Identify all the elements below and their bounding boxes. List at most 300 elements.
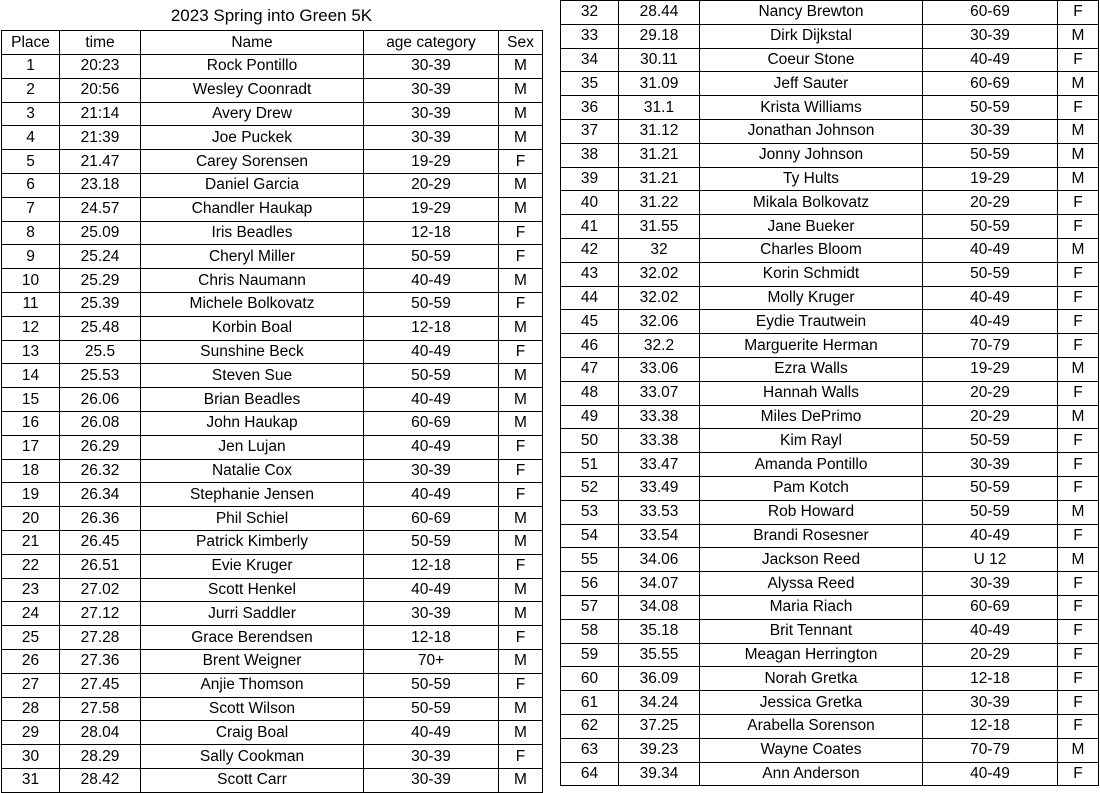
table-row <box>561 24 1099 48</box>
cell-time: 31.55 <box>619 215 700 239</box>
table-row <box>2 626 543 650</box>
cell-age: 19-29 <box>364 197 499 221</box>
cell-time: 34.08 <box>619 595 700 619</box>
cell-sex: F <box>499 221 543 245</box>
cell-age: 50-59 <box>364 697 499 721</box>
cell-place: 6 <box>2 173 60 197</box>
cell-time: 27.36 <box>60 649 141 673</box>
cell-age: 50-59 <box>364 673 499 697</box>
table-row <box>2 197 543 221</box>
cell-sex: F <box>1058 310 1099 334</box>
cell-place: 59 <box>561 643 619 667</box>
cell-name: Sally Cookman <box>141 745 364 769</box>
cell-place: 48 <box>561 381 619 405</box>
cell-time: 28.42 <box>60 768 141 792</box>
cell-name: Craig Boal <box>141 721 364 745</box>
cell-name: Meagan Herrington <box>700 643 923 667</box>
cell-place: 7 <box>2 197 60 221</box>
cell-age: 12-18 <box>364 626 499 650</box>
table-row <box>561 310 1099 334</box>
table-row <box>2 554 543 578</box>
table-row <box>2 507 543 531</box>
cell-sex: F <box>1058 476 1099 500</box>
cell-time: 26.08 <box>60 411 141 435</box>
table-row <box>2 245 543 269</box>
cell-sex: F <box>1058 524 1099 548</box>
cell-place: 19 <box>2 483 60 507</box>
cell-place: 14 <box>2 364 60 388</box>
table-row <box>561 191 1099 215</box>
cell-age: 50-59 <box>923 500 1058 524</box>
cell-age: 60-69 <box>923 1 1058 25</box>
table-row <box>2 483 543 507</box>
cell-age: 50-59 <box>364 292 499 316</box>
cell-time: 33.47 <box>619 453 700 477</box>
cell-name: Alyssa Reed <box>700 572 923 596</box>
cell-place: 23 <box>2 578 60 602</box>
cell-name: Maria Riach <box>700 595 923 619</box>
cell-sex: F <box>499 745 543 769</box>
cell-sex: F <box>1058 619 1099 643</box>
cell-time: 27.28 <box>60 626 141 650</box>
cell-place: 33 <box>561 24 619 48</box>
cell-sex: M <box>1058 357 1099 381</box>
cell-sex: F <box>1058 262 1099 286</box>
cell-time: 33.54 <box>619 524 700 548</box>
table-row <box>2 435 543 459</box>
cell-time: 33.53 <box>619 500 700 524</box>
cell-sex: M <box>499 55 543 79</box>
cell-sex: F <box>499 435 543 459</box>
cell-age: 12-18 <box>364 316 499 340</box>
cell-age: 40-49 <box>364 340 499 364</box>
cell-place: 24 <box>2 602 60 626</box>
cell-name: Jurri Saddler <box>141 602 364 626</box>
cell-place: 34 <box>561 48 619 72</box>
cell-sex: F <box>1058 215 1099 239</box>
cell-time: 33.49 <box>619 476 700 500</box>
table-row <box>561 476 1099 500</box>
cell-sex: M <box>499 126 543 150</box>
cell-age: 30-39 <box>364 102 499 126</box>
cell-sex: M <box>499 78 543 102</box>
cell-time: 26.29 <box>60 435 141 459</box>
cell-age: 60-69 <box>364 507 499 531</box>
table-row <box>2 78 543 102</box>
cell-name: Phil Schiel <box>141 507 364 531</box>
cell-place: 16 <box>2 411 60 435</box>
cell-name: Jessica Gretka <box>700 691 923 715</box>
cell-time: 26.32 <box>60 459 141 483</box>
cell-name: Krista Williams <box>700 96 923 120</box>
cell-sex: F <box>1058 429 1099 453</box>
table-row <box>561 500 1099 524</box>
cell-place: 38 <box>561 143 619 167</box>
table-row <box>561 738 1099 762</box>
cell-sex: F <box>1058 48 1099 72</box>
cell-time: 33.38 <box>619 405 700 429</box>
cell-age: 70+ <box>364 649 499 673</box>
cell-sex: M <box>499 197 543 221</box>
table-row <box>2 173 543 197</box>
cell-name: Nancy Brewton <box>700 1 923 25</box>
cell-name: Dirk Dijkstal <box>700 24 923 48</box>
cell-place: 42 <box>561 238 619 262</box>
cell-sex: F <box>1058 595 1099 619</box>
table-row <box>561 119 1099 143</box>
cell-sex: M <box>499 602 543 626</box>
cell-place: 8 <box>2 221 60 245</box>
cell-name: Cheryl Miller <box>141 245 364 269</box>
cell-place: 13 <box>2 340 60 364</box>
cell-name: Sunshine Beck <box>141 340 364 364</box>
cell-sex: F <box>1058 667 1099 691</box>
cell-time: 34.24 <box>619 691 700 715</box>
table-row <box>561 143 1099 167</box>
cell-name: Jonny Johnson <box>700 143 923 167</box>
cell-age: U 12 <box>923 548 1058 572</box>
table-row <box>2 649 543 673</box>
header-time: time <box>60 31 141 55</box>
cell-sex: F <box>499 340 543 364</box>
table-row <box>2 745 543 769</box>
table-row <box>2 578 543 602</box>
table-row <box>561 1 1099 25</box>
table-row <box>2 697 543 721</box>
cell-name: Scott Carr <box>141 768 364 792</box>
cell-place: 15 <box>2 388 60 412</box>
cell-time: 21:14 <box>60 102 141 126</box>
cell-name: Carey Sorensen <box>141 150 364 174</box>
cell-sex: M <box>499 507 543 531</box>
cell-age: 30-39 <box>923 453 1058 477</box>
cell-time: 32 <box>619 238 700 262</box>
cell-sex: F <box>1058 691 1099 715</box>
cell-place: 17 <box>2 435 60 459</box>
cell-time: 28.29 <box>60 745 141 769</box>
header-row <box>2 31 543 55</box>
cell-time: 26.36 <box>60 507 141 531</box>
cell-name: Hannah Walls <box>700 381 923 405</box>
cell-place: 58 <box>561 619 619 643</box>
cell-sex: M <box>499 411 543 435</box>
cell-place: 10 <box>2 269 60 293</box>
cell-age: 30-39 <box>364 126 499 150</box>
cell-sex: F <box>1058 714 1099 738</box>
table-row <box>561 286 1099 310</box>
table-row <box>561 453 1099 477</box>
cell-sex: M <box>1058 548 1099 572</box>
cell-place: 45 <box>561 310 619 334</box>
cell-age: 50-59 <box>923 476 1058 500</box>
cell-name: Daniel Garcia <box>141 173 364 197</box>
cell-sex: F <box>499 673 543 697</box>
cell-place: 5 <box>2 150 60 174</box>
cell-sex: F <box>499 483 543 507</box>
cell-time: 26.34 <box>60 483 141 507</box>
cell-place: 2 <box>2 78 60 102</box>
table-row <box>561 238 1099 262</box>
cell-age: 40-49 <box>923 286 1058 310</box>
cell-time: 23.18 <box>60 173 141 197</box>
cell-time: 26.51 <box>60 554 141 578</box>
cell-age: 30-39 <box>364 745 499 769</box>
cell-sex: M <box>1058 119 1099 143</box>
cell-time: 39.34 <box>619 762 700 786</box>
cell-place: 50 <box>561 429 619 453</box>
table-row <box>561 572 1099 596</box>
cell-name: Korin Schmidt <box>700 262 923 286</box>
cell-time: 34.06 <box>619 548 700 572</box>
cell-place: 20 <box>2 507 60 531</box>
cell-sex: F <box>499 292 543 316</box>
cell-sex: F <box>1058 1 1099 25</box>
cell-name: Avery Drew <box>141 102 364 126</box>
cell-age: 40-49 <box>923 619 1058 643</box>
cell-age: 30-39 <box>364 459 499 483</box>
cell-time: 32.2 <box>619 334 700 358</box>
cell-place: 31 <box>2 768 60 792</box>
cell-age: 40-49 <box>364 435 499 459</box>
cell-sex: M <box>1058 167 1099 191</box>
cell-place: 61 <box>561 691 619 715</box>
cell-name: Wesley Coonradt <box>141 78 364 102</box>
table-row <box>2 55 543 79</box>
cell-time: 25.09 <box>60 221 141 245</box>
cell-sex: F <box>499 150 543 174</box>
table-row <box>561 595 1099 619</box>
table-row <box>561 691 1099 715</box>
cell-place: 55 <box>561 548 619 572</box>
cell-age: 30-39 <box>364 768 499 792</box>
cell-name: Kim Rayl <box>700 429 923 453</box>
cell-place: 39 <box>561 167 619 191</box>
cell-time: 28.04 <box>60 721 141 745</box>
cell-age: 70-79 <box>923 738 1058 762</box>
cell-name: Rob Howard <box>700 500 923 524</box>
cell-age: 30-39 <box>923 572 1058 596</box>
cell-time: 31.21 <box>619 167 700 191</box>
cell-sex: F <box>499 245 543 269</box>
cell-place: 56 <box>561 572 619 596</box>
cell-sex: M <box>499 768 543 792</box>
cell-time: 31.22 <box>619 191 700 215</box>
cell-name: Michele Bolkovatz <box>141 292 364 316</box>
cell-sex: M <box>1058 143 1099 167</box>
cell-age: 20-29 <box>923 381 1058 405</box>
cell-name: Anjie Thomson <box>141 673 364 697</box>
cell-age: 19-29 <box>364 150 499 174</box>
cell-time: 27.02 <box>60 578 141 602</box>
cell-age: 50-59 <box>364 364 499 388</box>
table-row <box>561 72 1099 96</box>
cell-age: 60-69 <box>923 595 1058 619</box>
cell-time: 21.47 <box>60 150 141 174</box>
cell-place: 44 <box>561 286 619 310</box>
cell-name: Patrick Kimberly <box>141 530 364 554</box>
table-row <box>561 762 1099 786</box>
cell-time: 29.18 <box>619 24 700 48</box>
cell-place: 63 <box>561 738 619 762</box>
cell-age: 40-49 <box>364 269 499 293</box>
table-row <box>2 126 543 150</box>
cell-name: Korbin Boal <box>141 316 364 340</box>
cell-name: Evie Kruger <box>141 554 364 578</box>
table-row <box>2 530 543 554</box>
cell-name: John Haukap <box>141 411 364 435</box>
table-row <box>2 721 543 745</box>
cell-place: 41 <box>561 215 619 239</box>
cell-time: 30.11 <box>619 48 700 72</box>
cell-time: 25.24 <box>60 245 141 269</box>
cell-name: Coeur Stone <box>700 48 923 72</box>
cell-name: Jane Bueker <box>700 215 923 239</box>
cell-time: 25.5 <box>60 340 141 364</box>
cell-age: 40-49 <box>364 721 499 745</box>
table-row <box>2 102 543 126</box>
cell-place: 9 <box>2 245 60 269</box>
cell-age: 50-59 <box>923 143 1058 167</box>
cell-name: Brian Beadles <box>141 388 364 412</box>
table-row <box>2 269 543 293</box>
cell-place: 53 <box>561 500 619 524</box>
table-row <box>2 292 543 316</box>
cell-age: 19-29 <box>923 357 1058 381</box>
cell-name: Eydie Trautwein <box>700 310 923 334</box>
table-row <box>2 316 543 340</box>
table-row <box>561 643 1099 667</box>
cell-place: 54 <box>561 524 619 548</box>
cell-place: 22 <box>2 554 60 578</box>
cell-name: Joe Puckek <box>141 126 364 150</box>
cell-place: 43 <box>561 262 619 286</box>
table-row <box>561 96 1099 120</box>
cell-time: 26.45 <box>60 530 141 554</box>
cell-place: 1 <box>2 55 60 79</box>
cell-age: 20-29 <box>923 191 1058 215</box>
cell-sex: F <box>499 459 543 483</box>
cell-age: 40-49 <box>923 310 1058 334</box>
cell-place: 27 <box>2 673 60 697</box>
cell-sex: F <box>1058 286 1099 310</box>
cell-place: 60 <box>561 667 619 691</box>
cell-place: 4 <box>2 126 60 150</box>
cell-place: 11 <box>2 292 60 316</box>
cell-age: 30-39 <box>364 78 499 102</box>
cell-age: 12-18 <box>364 221 499 245</box>
cell-time: 33.38 <box>619 429 700 453</box>
table-row <box>561 667 1099 691</box>
cell-place: 46 <box>561 334 619 358</box>
table-row <box>561 167 1099 191</box>
cell-age: 50-59 <box>923 429 1058 453</box>
cell-age: 12-18 <box>923 714 1058 738</box>
cell-time: 20:23 <box>60 55 141 79</box>
cell-sex: F <box>1058 453 1099 477</box>
table-row <box>561 334 1099 358</box>
cell-name: Arabella Sorenson <box>700 714 923 738</box>
cell-age: 30-39 <box>364 55 499 79</box>
table-row <box>561 381 1099 405</box>
cell-age: 40-49 <box>923 524 1058 548</box>
cell-time: 33.07 <box>619 381 700 405</box>
cell-name: Jackson Reed <box>700 548 923 572</box>
table-row <box>561 48 1099 72</box>
cell-sex: M <box>499 269 543 293</box>
table-row <box>561 714 1099 738</box>
cell-time: 27.45 <box>60 673 141 697</box>
cell-time: 31.09 <box>619 72 700 96</box>
cell-sex: M <box>499 173 543 197</box>
cell-sex: M <box>499 578 543 602</box>
page-title: 2023 Spring into Green 5K <box>170 6 373 25</box>
cell-sex: F <box>1058 381 1099 405</box>
cell-name: Charles Bloom <box>700 238 923 262</box>
cell-sex: F <box>1058 191 1099 215</box>
header-name: Name <box>141 31 364 55</box>
cell-place: 25 <box>2 626 60 650</box>
cell-time: 32.02 <box>619 262 700 286</box>
cell-sex: M <box>1058 238 1099 262</box>
table-row <box>561 619 1099 643</box>
cell-time: 21:39 <box>60 126 141 150</box>
cell-place: 12 <box>2 316 60 340</box>
cell-name: Steven Sue <box>141 364 364 388</box>
cell-time: 24.57 <box>60 197 141 221</box>
cell-name: Stephanie Jensen <box>141 483 364 507</box>
cell-time: 20:56 <box>60 78 141 102</box>
cell-age: 40-49 <box>364 388 499 412</box>
cell-name: Brandi Rosesner <box>700 524 923 548</box>
cell-age: 60-69 <box>923 72 1058 96</box>
table-row <box>2 221 543 245</box>
cell-sex: M <box>499 102 543 126</box>
cell-name: Rock Pontillo <box>141 55 364 79</box>
cell-age: 50-59 <box>923 262 1058 286</box>
cell-place: 28 <box>2 697 60 721</box>
cell-time: 35.18 <box>619 619 700 643</box>
cell-sex: F <box>1058 762 1099 786</box>
cell-name: Molly Kruger <box>700 286 923 310</box>
cell-name: Grace Berendsen <box>141 626 364 650</box>
table-row <box>2 673 543 697</box>
results-table-left <box>1 30 543 793</box>
cell-place: 18 <box>2 459 60 483</box>
cell-sex: M <box>1058 405 1099 429</box>
cell-name: Amanda Pontillo <box>700 453 923 477</box>
cell-sex: M <box>499 649 543 673</box>
cell-sex: M <box>499 388 543 412</box>
cell-time: 28.44 <box>619 1 700 25</box>
cell-age: 20-29 <box>923 643 1058 667</box>
cell-sex: M <box>1058 738 1099 762</box>
cell-time: 25.48 <box>60 316 141 340</box>
cell-name: Chris Naumann <box>141 269 364 293</box>
cell-place: 30 <box>2 745 60 769</box>
cell-sex: M <box>1058 72 1099 96</box>
header-sex: Sex <box>499 31 543 55</box>
cell-name: Scott Henkel <box>141 578 364 602</box>
cell-age: 50-59 <box>923 215 1058 239</box>
cell-place: 26 <box>2 649 60 673</box>
cell-age: 40-49 <box>364 483 499 507</box>
cell-time: 31.1 <box>619 96 700 120</box>
cell-sex: M <box>1058 500 1099 524</box>
cell-time: 25.53 <box>60 364 141 388</box>
cell-time: 25.29 <box>60 269 141 293</box>
cell-time: 34.07 <box>619 572 700 596</box>
cell-place: 49 <box>561 405 619 429</box>
